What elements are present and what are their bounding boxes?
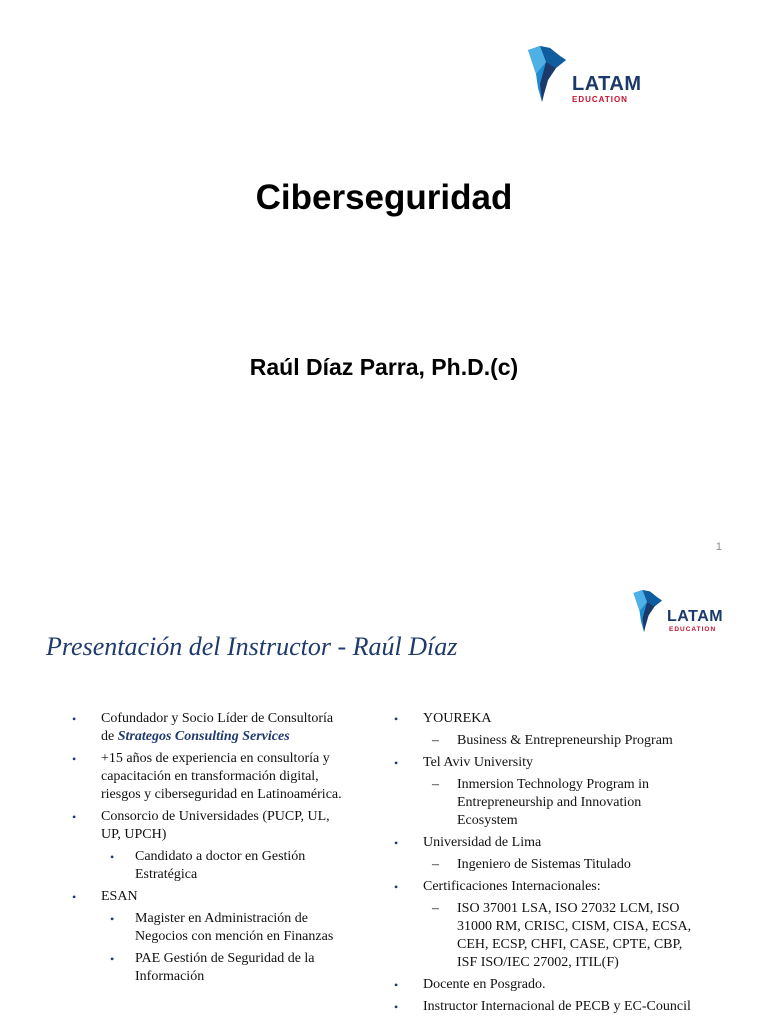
sub-list-item-text: Business & Entrepreneurship Program — [457, 733, 673, 748]
list-item-text: Cofundador y Socio Líder de Consultoría de — [101, 711, 334, 744]
sub-list-item — [394, 856, 704, 874]
bullet-icon: • — [394, 756, 399, 770]
list-item-text: ESAN — [101, 889, 138, 904]
bullet-icon: • — [394, 1000, 399, 1014]
bullet-icon: • — [394, 712, 399, 726]
latam-map-icon — [526, 44, 574, 104]
slide-title: Presentación del Instructor - Raúl Díaz — [46, 632, 458, 661]
list-item-text: Instructor Internacional de PECB y EC-Council — [423, 999, 691, 1014]
logo-wordmark: LATAM — [667, 608, 724, 625]
list-item — [394, 878, 704, 896]
dash-icon: – — [432, 733, 439, 748]
latam-education-logo — [632, 588, 732, 634]
sub-list-item — [394, 900, 704, 972]
right-column — [394, 710, 704, 1020]
sub-list-item — [72, 910, 342, 946]
list-item — [394, 998, 704, 1016]
dash-icon: – — [432, 901, 439, 916]
latam-map-icon — [632, 588, 668, 634]
list-item-text: Universidad de Lima — [423, 835, 542, 850]
left-column — [72, 710, 342, 990]
bullet-icon: • — [394, 978, 399, 992]
logo-subtext: EDUCATION — [572, 95, 628, 104]
sub-list-item — [72, 848, 342, 884]
list-item-text: Consorcio de Universidades (PUCP, UL, UP, UPCH) — [101, 809, 330, 842]
slide-title: Ciberseguridad — [255, 178, 513, 217]
sub-list-item-text: Ingeniero de Sistemas Titulado — [457, 857, 631, 872]
list-item — [72, 888, 342, 906]
sub-list-item-text: Candidato a doctor en Gestión Estratégica — [135, 849, 306, 882]
latam-education-logo — [526, 44, 646, 104]
list-item — [72, 710, 342, 746]
bullet-icon: • — [72, 890, 77, 904]
bullet-icon: • — [72, 752, 77, 766]
page-number: 1 — [715, 541, 722, 553]
list-item-text: YOUREKA — [423, 711, 492, 726]
list-item — [72, 808, 342, 844]
bullet-icon: • — [72, 712, 77, 726]
bullet-icon: • — [72, 810, 77, 824]
presenter-name: Raúl Díaz Parra, Ph.D.(c) — [249, 354, 519, 380]
bullet-icon: • — [110, 850, 115, 864]
list-item — [394, 754, 704, 772]
bullet-icon: • — [394, 880, 399, 894]
sub-list-item — [394, 776, 704, 830]
logo-subtext: EDUCATION — [669, 626, 717, 633]
slide-2 — [0, 576, 768, 1024]
company-name: Strategos Consulting Services — [117, 729, 290, 744]
bullet-icon: • — [110, 952, 115, 966]
sub-list-item-text: ISO 37001 LSA, ISO 27032 LCM, ISO 31000 RM, CRISC, CISM, CISA, ECSA, CEH, ECSP, CHFI, CASE, CPTE, CBP, ISF ISO/IEC 27002, ITIL(F) — [457, 901, 692, 970]
sub-list-item — [394, 732, 704, 750]
list-item — [72, 750, 342, 804]
list-item-text: Tel Aviv University — [423, 755, 533, 770]
bullet-icon: • — [394, 836, 399, 850]
list-item-text: +15 años de experiencia en consultoría y capacitación en transformación digital, riesgos y ciberseguridad en Latinoamérica. — [101, 751, 342, 802]
dash-icon: – — [432, 777, 439, 792]
sub-list-item-text: Inmersion Technology Program in Entrepreneurship and Innovation Ecosystem — [457, 777, 650, 828]
sub-list-item-text: PAE Gestión de Seguridad de la Información — [135, 951, 315, 984]
list-item — [394, 834, 704, 852]
sub-list-item-text: Magister en Administración de Negocios con mención en Finanzas — [135, 911, 334, 944]
dash-icon: – — [432, 857, 439, 872]
list-item — [394, 976, 704, 994]
sub-list-item — [72, 950, 342, 986]
list-item — [394, 710, 704, 728]
list-item-text: Docente en Posgrado. — [423, 977, 546, 992]
bullet-icon: • — [110, 912, 115, 926]
list-item-text: Certificaciones Internacionales: — [423, 879, 601, 894]
logo-wordmark: LATAM — [572, 73, 642, 95]
